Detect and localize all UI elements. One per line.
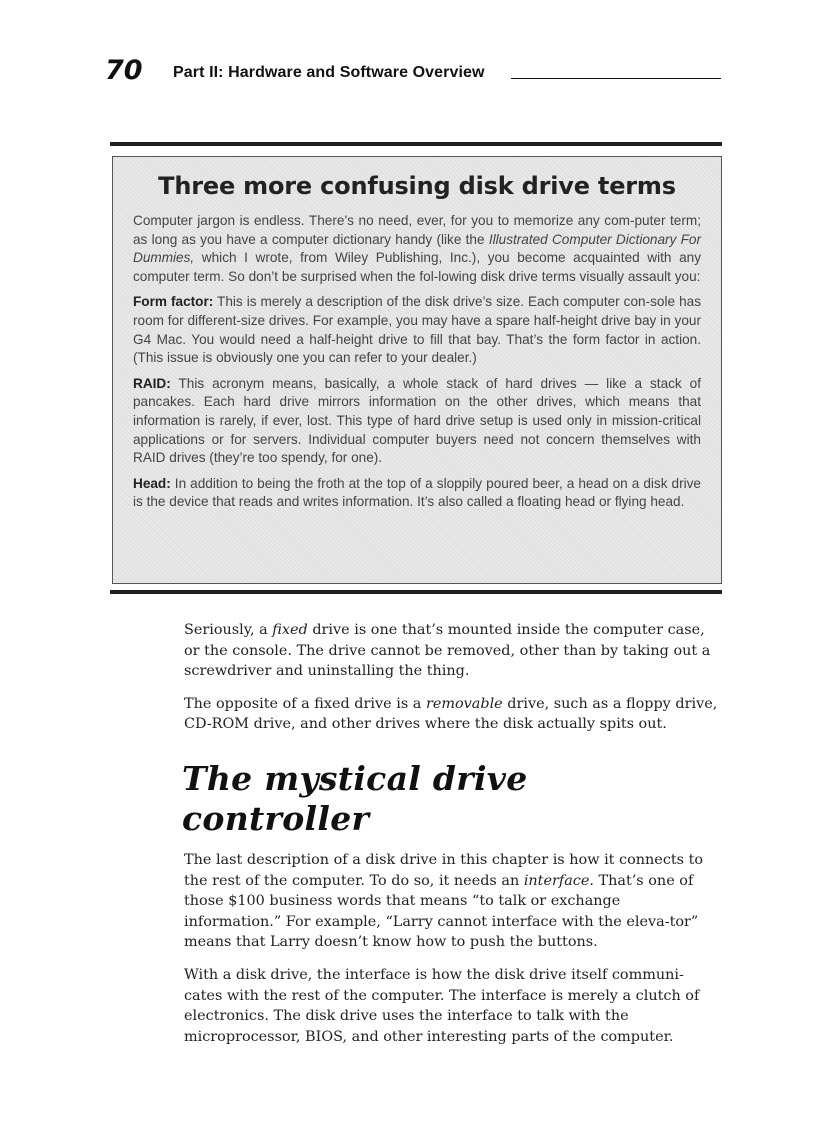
running-header <box>105 56 721 86</box>
term-label: Head: <box>133 475 171 491</box>
term-label: Form factor: <box>133 294 214 310</box>
paragraph-disk-interface: With a disk drive, the interface is how the disk drive itself communi-cates with the rest of the computer. The interface is merely a clutch of electronics. The disk drive uses the interface to talk with the microprocessor, BIOS, and other interesting parts of the computer. <box>184 966 700 1045</box>
text: The opposite of a fixed drive is a <box>184 695 426 712</box>
term-definition: This is merely a description of the disk drive’s size. Each computer con-sole has room for different-size drives. For example, you may have a spare half-height drive bay in your G4 Mac. You would need a half-height drive to fill that bay. That’s the form factor in action. (This issue is obviously one you can refer to your dealer.) <box>133 294 701 366</box>
term-definition: This acronym means, basically, a whole stack of hard drives — like a stack of pancakes. Each hard drive mirrors information on the other drives, which means that information is rarely, if ever, lost. This type of hard drive setup is used only in mission-critical applications or for servers. Individual computer buyers need not concern themselves with RAID drives (they’re too spendy, for one). <box>133 375 701 466</box>
term-raid <box>133 375 701 468</box>
intro-text: Computer jargon is endless. There’s no need, ever, for you to memorize any com-puter term; as long as you have a computer dictionary handy (like the <box>133 213 701 247</box>
text: The last description of a disk drive in this chapter is how it connects to the rest of the computer. To do so, it needs an <box>184 851 704 889</box>
sidebar-title: Three more confusing disk drive terms <box>158 172 676 200</box>
sidebar-content <box>112 156 722 584</box>
sidebar-intro <box>133 212 701 286</box>
sidebar-box <box>110 142 722 594</box>
term-definition: In addition to being the froth at the top of a sloppily poured beer, a head on a disk drive is the device that reads and writes information. It’s also called a floating head or flying head. <box>133 475 701 510</box>
text: That’s one of those $100 business words that means “to talk or exchange information.” For example, “Larry cannot interface with the eleva-tor” means that Larry doesn’t know how to push the buttons. <box>184 872 699 951</box>
emphasis: interface. <box>523 872 594 889</box>
text: drive, such as a floppy drive, CD-ROM drive, and other drives where the disk actually spits out. <box>184 695 718 733</box>
section-heading: The mystical drive controller <box>182 758 528 838</box>
term-head <box>133 475 701 512</box>
body-text <box>184 620 722 1059</box>
header-rule <box>511 78 721 79</box>
paragraph-interface <box>184 850 722 953</box>
page-number: 70 <box>105 55 143 86</box>
paragraph-fixed-drive <box>184 620 722 682</box>
term-label: RAID: <box>133 375 171 391</box>
text: Seriously, a <box>184 622 273 638</box>
book-title: Illustrated Computer Dictionary For Dummies, <box>133 231 702 266</box>
part-title: Part II: Hardware and Software Overview <box>173 64 485 81</box>
emphasis: removable <box>425 695 503 712</box>
intro-text-continued: which I wrote, from Wiley Publishing, Inc.), you become acquainted with any computer term. So don’t be surprised when the fol-lowing disk drive terms visually assault you: <box>133 250 701 284</box>
paragraph-removable-drive <box>184 694 722 735</box>
text: drive is one that’s mounted inside the computer case, or the console. The drive cannot be removed, other than by taking out a screwdriver and uninstalling the thing. <box>184 622 711 680</box>
emphasis: fixed <box>272 622 308 638</box>
term-form-factor <box>133 293 701 367</box>
